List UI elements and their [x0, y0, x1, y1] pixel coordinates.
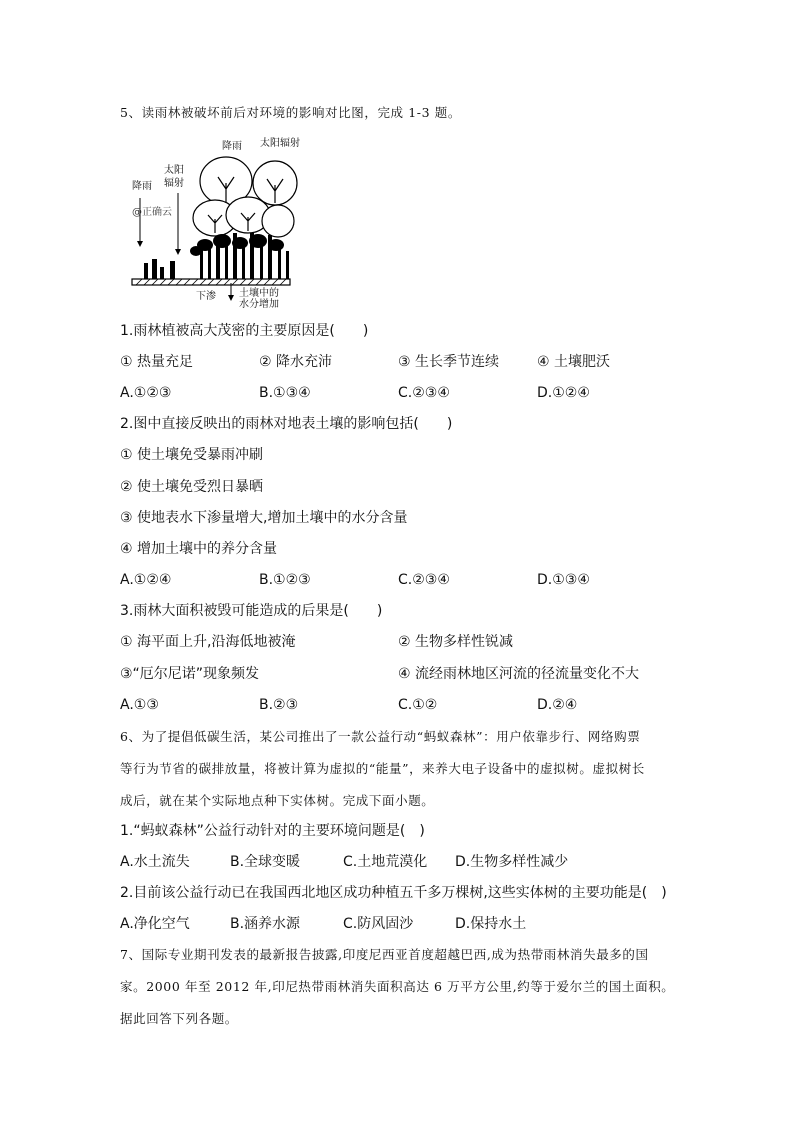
- label-infiltration: 下渗: [196, 291, 216, 302]
- q5-sub3-item-1: ① 海平面上升,沿海低地被淹: [120, 634, 296, 650]
- q5-sub2-choice-a[interactable]: A.①②④: [120, 572, 172, 588]
- q6-sub1-stem: 1.“蚂蚁森林”公益行动针对的主要环境问题是( ): [120, 823, 425, 839]
- q5-sub1-choice-c[interactable]: C.②③④: [398, 385, 450, 401]
- q5-sub3-choice-b[interactable]: B.②③: [259, 697, 299, 713]
- label-soil-1: 土壤中的: [239, 288, 279, 299]
- q5-sub3-item-2: ② 生物多样性锐减: [398, 634, 514, 650]
- q5-intro: 5、读雨林被破坏前后对环境的影响对比图，完成 1-3 题。: [120, 105, 461, 120]
- rainforest-figure: [130, 133, 300, 313]
- q5-sub3-choice-c[interactable]: C.①②: [398, 697, 438, 713]
- q5-sub2-item-3: ③ 使地表水下渗量增大,增加土壤中的水分含量: [120, 510, 408, 526]
- q6-sub2-choice-c[interactable]: C.防风固沙: [343, 916, 414, 932]
- q5-sub2-item-2: ② 使土壤免受烈日暴晒: [120, 479, 264, 495]
- q6-sub1-choice-b[interactable]: B.全球变暖: [230, 854, 301, 870]
- q5-sub3-item-4: ④ 流经雨林地区河流的径流量变化不大: [398, 666, 639, 682]
- q6-sub2-choice-b[interactable]: B.涵养水源: [230, 916, 301, 932]
- q6-para-line-3: 成后，就在某个实际地点种下实体树。完成下面小题。: [120, 793, 435, 808]
- q5-sub1-choice-d[interactable]: D.①②④: [537, 385, 590, 401]
- label-rain-right: 降雨: [222, 141, 242, 152]
- label-sun-left-2: 辐射: [164, 178, 184, 189]
- q7-para-line-3: 据此回答下列各题。: [120, 1011, 238, 1026]
- q5-sub3-choice-d[interactable]: D.②④: [537, 697, 578, 713]
- q6-sub1-choice-a[interactable]: A.水土流失: [120, 854, 190, 870]
- q6-sub2-stem: 2.目前该公益行动已在我国西北地区成功种植五千多万棵树,这些实体树的主要功能是( ): [120, 885, 667, 901]
- q5-sub2-choice-d[interactable]: D.①③④: [537, 572, 590, 588]
- q5-sub2-choice-c[interactable]: C.②③④: [398, 572, 450, 588]
- q5-sub3-stem: 3.雨林大面积被毁可能造成的后果是( ): [120, 603, 383, 619]
- q5-sub1-item-4: ④ 土壤肥沃: [537, 354, 611, 370]
- label-rain-left: 降雨: [132, 181, 152, 192]
- q5-sub2-item-4: ④ 增加土壤中的养分含量: [120, 541, 278, 557]
- q6-para-line-2: 等行为节省的碳排放量，将被计算为虚拟的“能量”，来养大电子设备中的虚拟树。虚拟树长: [120, 761, 645, 776]
- q7-para-line-2: 家。2000 年至 2012 年,印尼热带雨林消失面积高达 6 万平方公里,约等于爱尔兰的国土面积。: [120, 979, 675, 994]
- q5-sub2-choice-b[interactable]: B.①②③: [259, 572, 311, 588]
- label-sun-left-1: 太阳: [164, 165, 184, 176]
- q5-sub1-item-1: ① 热量充足: [120, 354, 194, 370]
- q5-sub1-item-2: ② 降水充沛: [259, 354, 333, 370]
- rainforest-diagram: [130, 133, 300, 313]
- q7-para-line-1: 7、国际专业期刊发表的最新报告披露,印度尼西亚首度超越巴西,成为热带雨林消失最多的国: [120, 947, 649, 962]
- label-soil-2: 水分增加: [239, 299, 279, 310]
- q6-sub1-choice-c[interactable]: C.土地荒漠化: [343, 854, 428, 870]
- q6-para-line-1: 6、为了提倡低碳生活，某公司推出了一款公益行动“蚂蚁森林”：用户依靠步行、网络购票: [120, 729, 641, 744]
- q6-sub1-choice-d[interactable]: D.生物多样性减少: [455, 854, 569, 870]
- q5-sub1-choice-b[interactable]: B.①③④: [259, 385, 311, 401]
- q6-sub2-choice-d[interactable]: D.保持水土: [455, 916, 527, 932]
- q5-sub2-item-1: ① 使土壤免受暴雨冲刷: [120, 447, 264, 463]
- q5-sub1-item-3: ③ 生长季节连续: [398, 354, 500, 370]
- watermark-text: @正确云: [132, 207, 172, 218]
- q5-sub3-choice-a[interactable]: A.①③: [120, 697, 159, 713]
- q6-sub2-choice-a[interactable]: A.净化空气: [120, 916, 190, 932]
- q5-sub1-choice-a[interactable]: A.①②③: [120, 385, 172, 401]
- label-sun-right: 太阳辐射: [260, 138, 300, 149]
- q5-sub1-stem: 1.雨林植被高大茂密的主要原因是( ): [120, 323, 369, 339]
- q5-sub2-stem: 2.图中直接反映出的雨林对地表土壤的影响包括( ): [120, 416, 453, 432]
- q5-sub3-item-3: ③“厄尔尼诺”现象频发: [120, 666, 260, 682]
